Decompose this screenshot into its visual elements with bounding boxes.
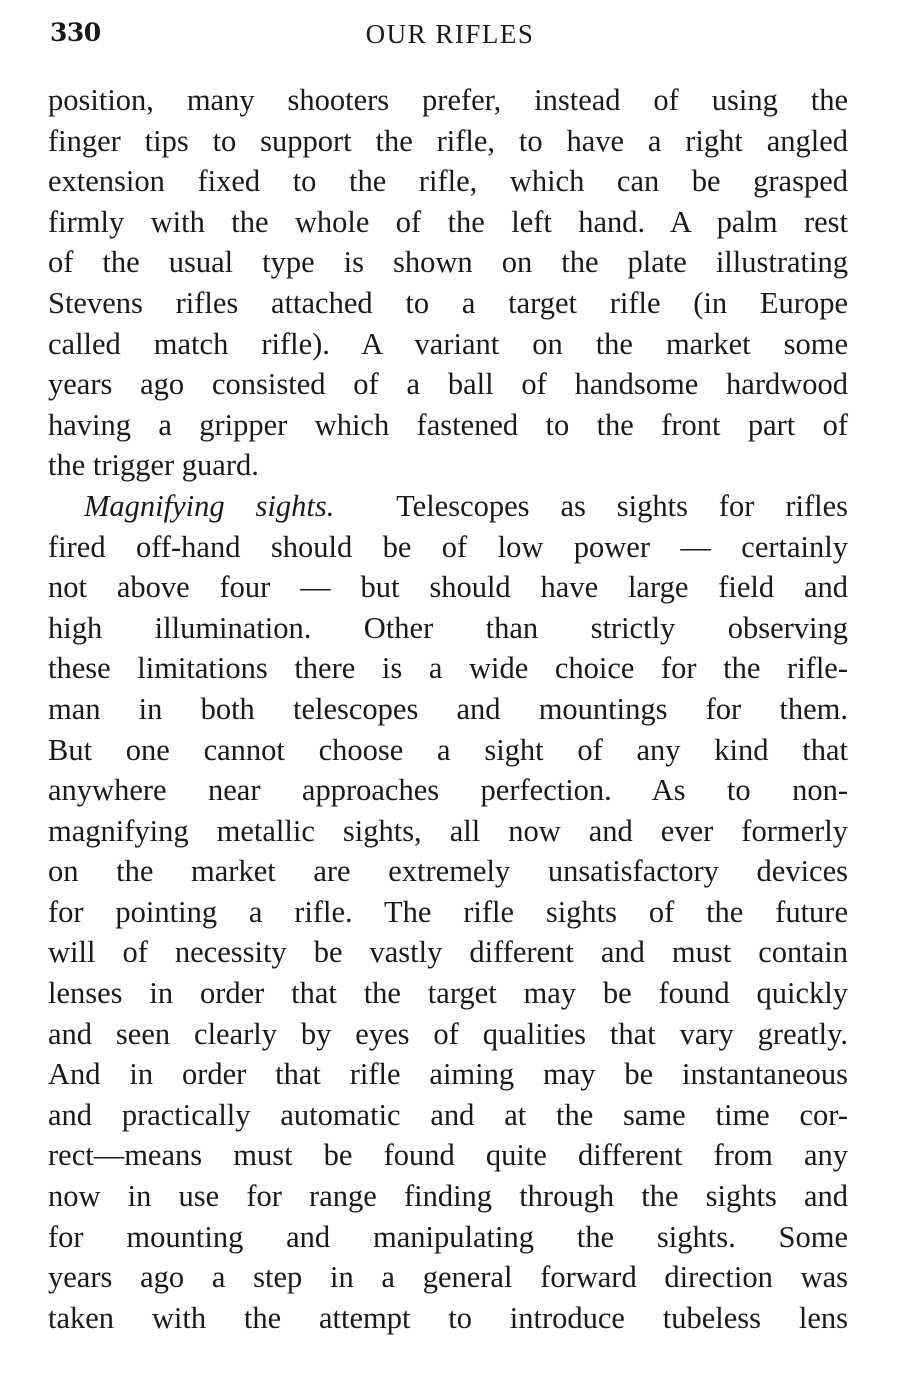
text-line: of the usual type is shown on the plate illustrating bbox=[48, 245, 848, 280]
text-line: extension fixed to the rifle, which can be grasped bbox=[48, 164, 848, 199]
text-line: magnifying metallic sights, all now and ever formerly bbox=[48, 813, 848, 848]
text-line: years ago a step in a general forward direction was bbox=[48, 1260, 848, 1295]
page-number: 330 bbox=[50, 18, 101, 47]
text-line: And in order that rifle aiming may be instantaneous bbox=[48, 1057, 848, 1092]
text-line: high illumination. Other than strictly observing bbox=[48, 610, 848, 645]
text-line: now in use for range finding through the sights and bbox=[48, 1179, 848, 1214]
text-line: fired off-hand should be of low power — certainly bbox=[48, 529, 848, 564]
text-line: But one cannot choose a sight of any kind that bbox=[48, 732, 848, 767]
section-run-in-heading: Magnifying sights. bbox=[84, 488, 335, 523]
text-line: and seen clearly by eyes of qualities that vary greatly. bbox=[48, 1016, 848, 1051]
page-body bbox=[48, 80, 848, 1338]
text-line: position, many shooters prefer, instead of using the bbox=[48, 83, 848, 117]
running-head: OUR RIFLES bbox=[365, 19, 535, 49]
text-line: firmly with the whole of the left hand. A palm rest bbox=[48, 204, 848, 239]
text-line: on the market are extremely unsatisfactory devices bbox=[48, 854, 848, 889]
text-line: anywhere near approaches perfection. As to non- bbox=[48, 773, 848, 808]
text-line: years ago consisted of a ball of handsome hardwood bbox=[48, 367, 848, 402]
text-line: and practically automatic and at the same time cor- bbox=[48, 1097, 848, 1132]
text-line: for mounting and manipulating the sights. Some bbox=[48, 1219, 848, 1254]
paragraph-first-line bbox=[48, 486, 848, 527]
text-line: for pointing a rifle. The rifle sights of the future bbox=[48, 894, 848, 929]
text-line: taken with the attempt to introduce tubeless lens bbox=[48, 1300, 848, 1335]
text-line: man in both telescopes and mountings for them. bbox=[48, 691, 848, 726]
text-line: called match rifle). A variant on the market some bbox=[48, 326, 848, 361]
text-line: lenses in order that the target may be found quickly bbox=[48, 976, 848, 1011]
text-line: these limitations there is a wide choice for the rifle- bbox=[48, 651, 848, 686]
text-line: the trigger guard. bbox=[48, 448, 259, 483]
text-run: Telescopes as sights for rifles bbox=[396, 488, 848, 523]
page-header bbox=[50, 18, 850, 58]
text-line: Stevens rifles attached to a target rifle (in Europe bbox=[48, 285, 848, 320]
text-line: having a gripper which fastened to the front part of bbox=[48, 407, 848, 442]
text-line: finger tips to support the rifle, to have a right angled bbox=[48, 123, 848, 158]
text-line: rect—means must be found quite different from any bbox=[48, 1138, 848, 1173]
text-line: will of necessity be vastly different and must contain bbox=[48, 935, 848, 970]
text-line: not above four — but should have large field and bbox=[48, 570, 848, 605]
